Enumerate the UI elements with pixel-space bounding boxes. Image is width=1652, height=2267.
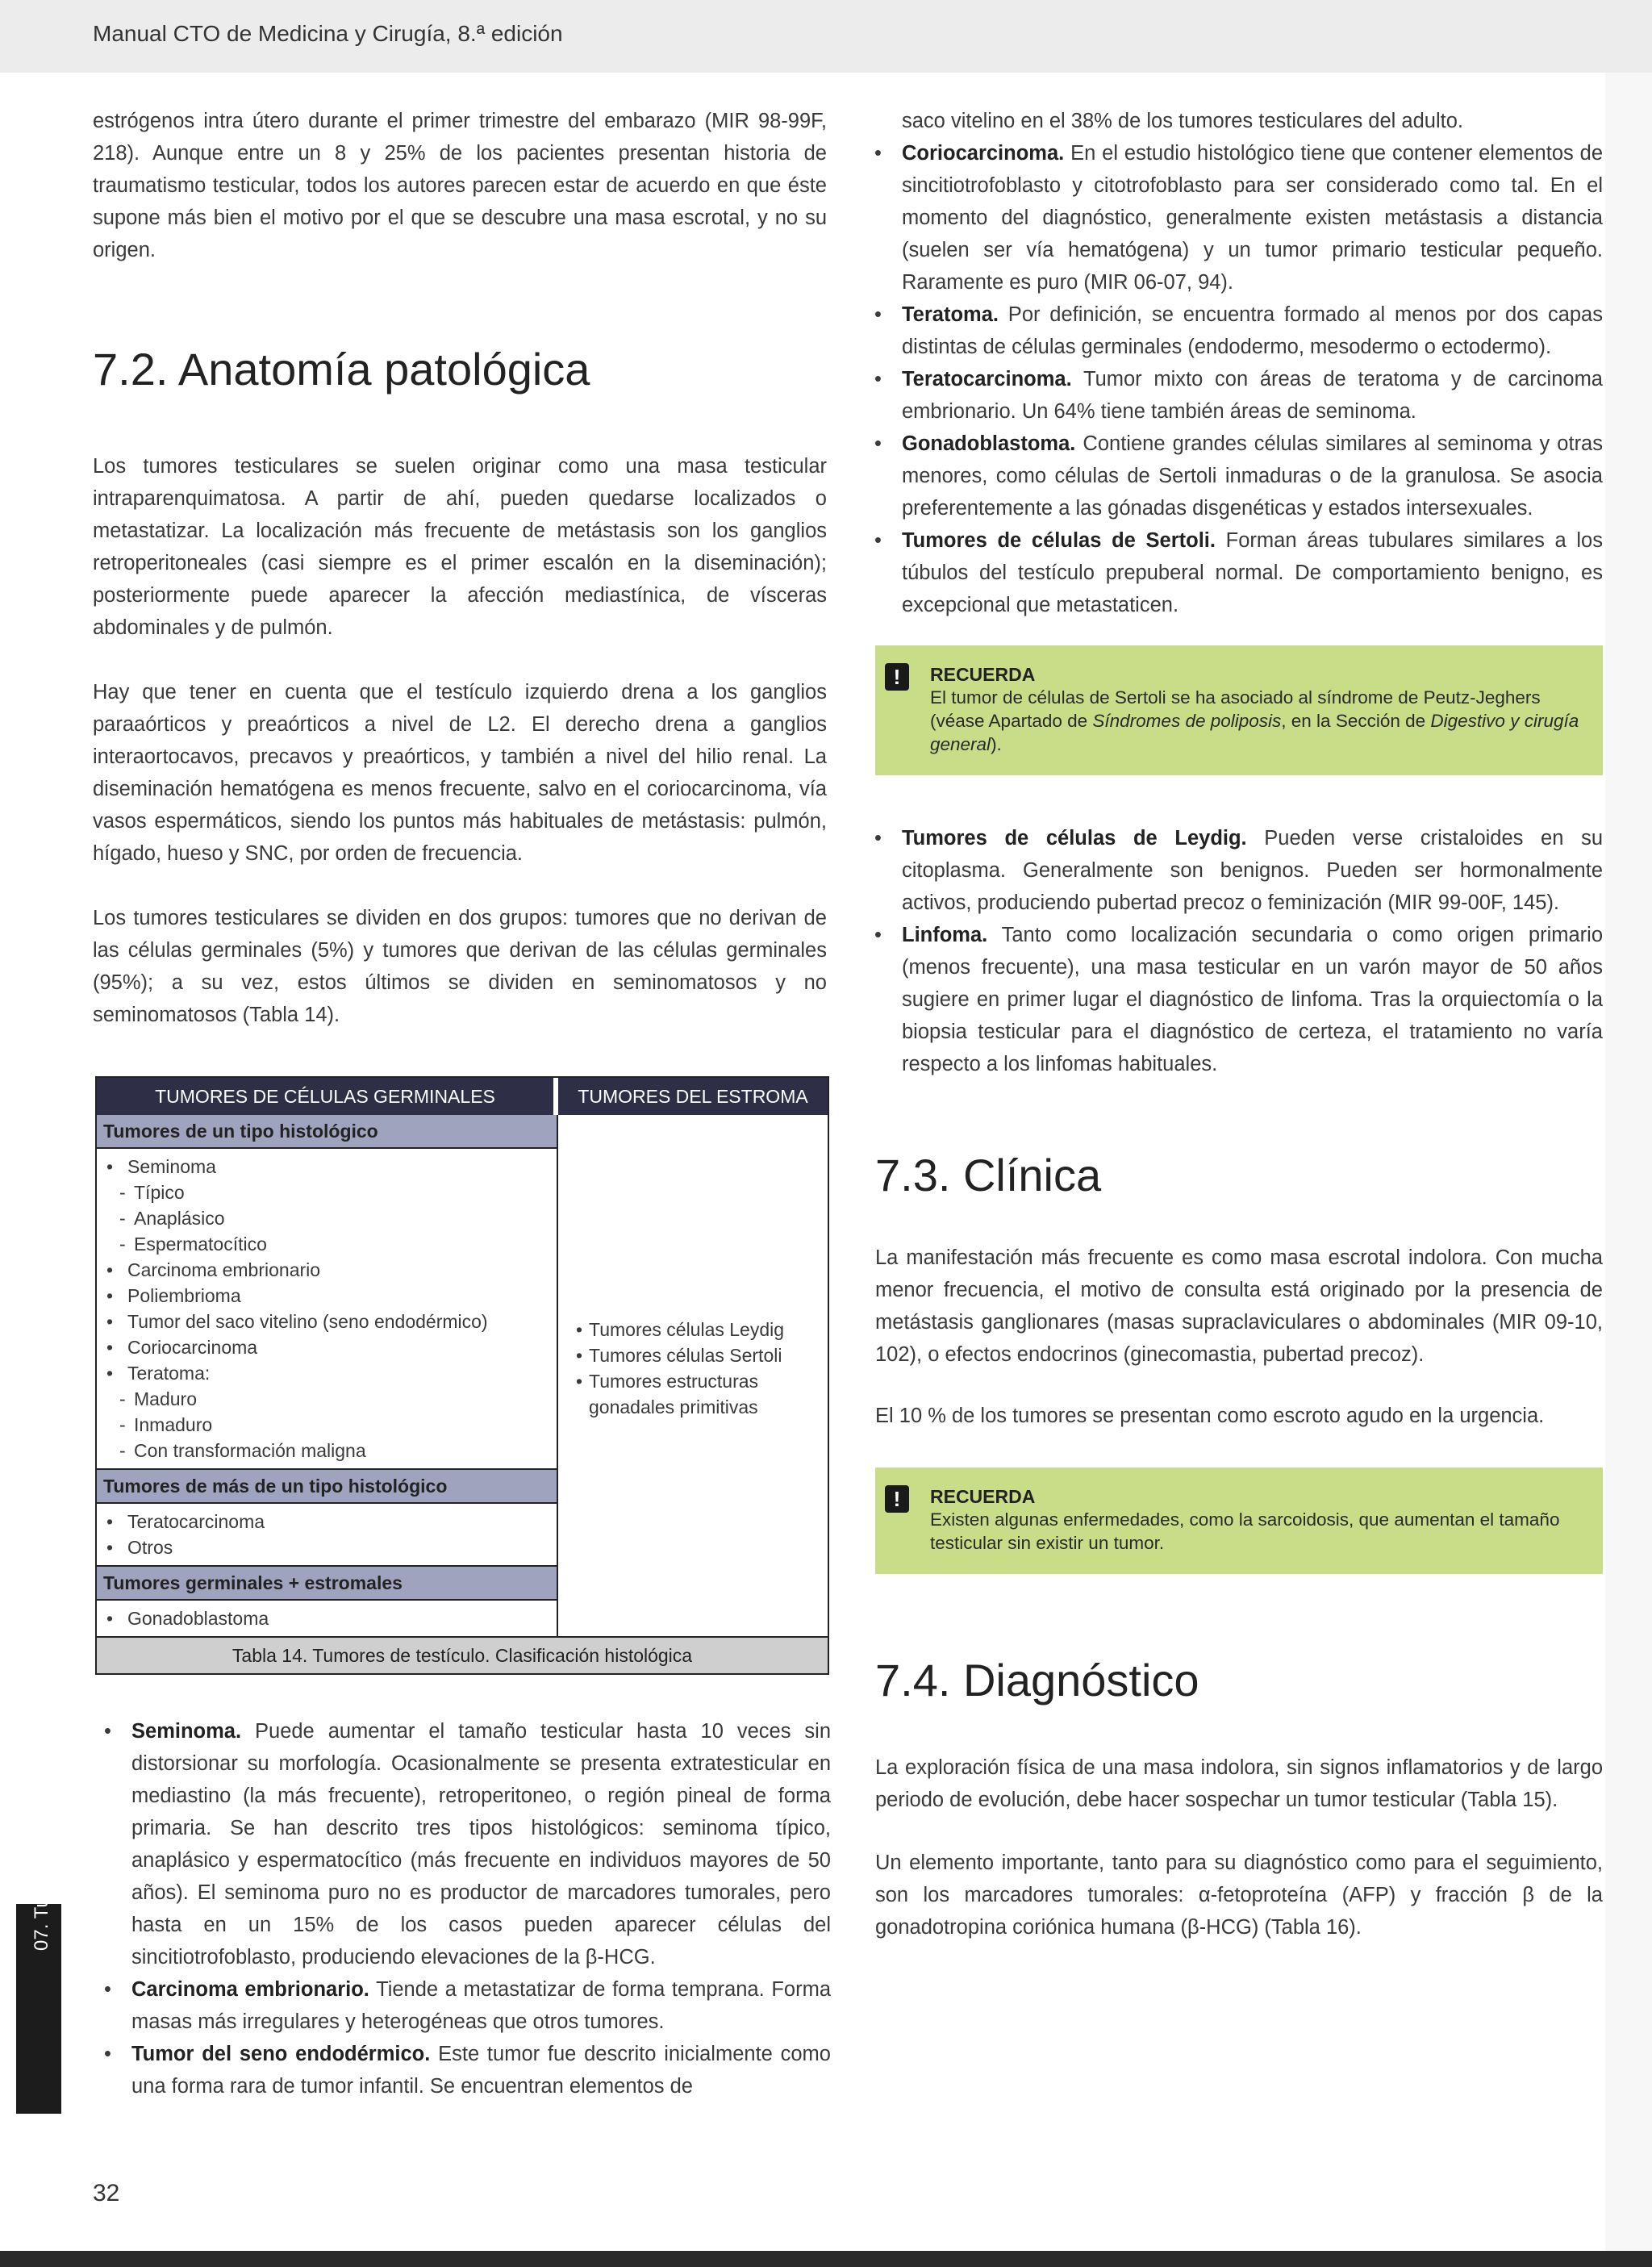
table-group-1: Tumores de un tipo histológico — [97, 1115, 557, 1149]
continuation-paragraph: saco vitelino en el 38% de los tumores testiculares del adulto. — [902, 110, 1463, 132]
table-header-germinal: TUMORES DE CÉLULAS GERMINALES — [97, 1078, 558, 1115]
paragraph-clinica-2: El 10 % de los tumores se presentan como escroto agudo en la urgencia. — [875, 1405, 1545, 1427]
table-header-stroma: TUMORES DEL ESTROMA — [558, 1078, 828, 1115]
table-caption: Tabla 14. Tumores de testículo. Clasificación histológica — [97, 1636, 828, 1673]
table-stroma-item: • Tumores células Sertoli — [574, 1342, 816, 1368]
section-heading-7-2: 7.2. Anatomía patológica — [93, 344, 590, 395]
table-item: • Gonadoblastoma — [103, 1605, 557, 1631]
chapter-tab-label: 07. Tumores testiculares — [31, 1739, 52, 1951]
table-subitem: - Típico — [103, 1179, 557, 1205]
table-subitem: - Espermatocítico — [103, 1231, 557, 1257]
right-column — [875, 105, 1603, 1943]
paragraph-diagnostico-2: Un elemento importante, tanto para su diagnóstico como para el seguimiento, son los marcadores tumorales: α-fetoproteína (AFP) y fracción β de la gonadotropina coriónica humana (β-HCG) (Tabla 16). — [875, 1852, 1603, 1939]
paragraph-1: Los tumores testiculares se suelen originar como una masa testicular intraparenquimatosa. A partir de ahí, pueden quedarse localizados o metastatizar. La localización más frecuente de metástasis son los ganglios retroperitoneales (casi siempre es el primer escalón en la diseminación); posteriormente puede aparecer la afección mediastínica, de vísceras abdominales y de pulmón. — [93, 455, 827, 639]
table-item: • Tumor del saco vitelino (seno endodérmico) — [103, 1309, 557, 1334]
running-title: Manual CTO de Medicina y Cirugía, 8.ª edición — [93, 21, 563, 46]
table-group-3: Tumores germinales + estromales — [97, 1565, 557, 1601]
list-item-leydig: • Tumores de células de Leydig. Pueden verse cristaloides en su citoplasma. Generalmente son benignos. Pueden ser hormonalmente activos, produciendo pubertad precoz o feminización (MIR 99-00F, 145). — [871, 822, 1603, 919]
recuerda-box-1 — [875, 645, 1603, 775]
list-item-coriocarcinoma: • Coriocarcinoma. En el estudio histológico tiene que contener elementos de sincitiotrofoblasto y citotrofoblasto para ser considerado como tal. En el momento del diagnóstico, generalmente existen metástasis a distancia (suelen ser vía hematógena) y un tumor primario testicular pequeño. Raramente es puro (MIR 06-07, 94). — [871, 137, 1603, 299]
list-item-linfoma: • Linfoma. Tanto como localización secundaria o como origen primario (menos frecuente), una masa testicular en un varón mayor de 50 años sugiere en primer lugar el diagnóstico de linfoma. Tras la orquiectomía o la biopsia testicular para el diagnóstico de certeza, el tratamiento no varía respecto a los linfomas habituales. — [871, 919, 1603, 1080]
left-column — [93, 105, 827, 1031]
recuerda-title: RECUERDA — [930, 664, 1036, 685]
list-item-teratocarcinoma: • Teratocarcinoma. Tumor mixto con áreas de teratoma y de carcinoma embrionario. Un 64% tiene también áreas de seminoma. — [871, 363, 1603, 428]
recuerda-title: RECUERDA — [930, 1486, 1036, 1507]
table-germinal-column — [97, 1115, 558, 1636]
left-bullets — [101, 1715, 831, 2102]
page-number: 32 — [93, 2180, 120, 2206]
recuerda-text: Existen algunas enfermedades, como la sarcoidosis, que aumentan el tamaño testicular sin existir un tumor. — [930, 1509, 1560, 1553]
list-item-seminoma: • Seminoma. Puede aumentar el tamaño testicular hasta 10 veces sin distorsionar su morfología. Ocasionalmente se presenta extratesticular en mediastino (la más frecuente), retroperitoneo, o región pineal de forma primaria. Se han descrito tres tipos histológicos: seminoma típico, anaplásico y espermatocítico (más frecuente en individuos mayores de 50 años). El seminoma puro no es productor de marcadores tumorales, pero hasta en un 15% de los casos pueden aparecer células del sincitiotrofoblasto, produciendo elevaciones de la β-HCG. — [101, 1715, 831, 1973]
exclamation-icon: ! — [885, 1485, 909, 1513]
list-item-teratoma: • Teratoma. Por definición, se encuentra formado al menos por dos capas distintas de células germinales (endodermo, mesodermo o ectodermo). — [871, 299, 1603, 363]
exclamation-icon: ! — [885, 663, 909, 691]
table-subitem: - Maduro — [103, 1386, 557, 1412]
table-stroma-item: • Tumores estructuras gonadales primitivas — [574, 1368, 816, 1420]
list-item-gonadoblastoma: • Gonadoblastoma. Contiene grandes células similares al seminoma y otras menores, como células de Sertoli inmaduras o de la granulosa. Se asocia preferentemente a las gónadas disgenéticas y estados intersexuales. — [871, 428, 1603, 524]
list-item-sertoli: • Tumores de células de Sertoli. Forman áreas tubulares similares a los túbulos del testículo prepuberal normal. De comportamiento benigno, es excepcional que metastaticen. — [871, 524, 1603, 621]
table-item: • Teratoma: — [103, 1360, 557, 1386]
table-subitem: - Con transformación maligna — [103, 1438, 557, 1463]
recuerda-box-2 — [875, 1467, 1603, 1574]
table-subitem: - Inmaduro — [103, 1412, 557, 1438]
table-item: • Poliembrioma — [103, 1283, 557, 1309]
table-item: • Coriocarcinoma — [103, 1334, 557, 1360]
list-item-tumor-seno-endodermico: • Tumor del seno endodérmico. Este tumor fue descrito inicialmente como una forma rara de tumor infantil. Se encuentran elementos de — [101, 2038, 831, 2102]
page-edge — [1605, 73, 1652, 2251]
paragraph-clinica-1: La manifestación más frecuente es como masa escrotal indolora. Con mucha menor frecuencia, el motivo de consulta está originado por la presencia de metástasis ganglionares (masas supraclaviculares o abdominales (MIR 09-10, 102), o efectos endocrinos (ginecomastia, pubertad precoz). — [875, 1246, 1603, 1366]
intro-paragraph: estrógenos intra útero durante el primer trimestre del embarazo (MIR 98-99F, 218). Aunque entre un 8 y 25% de los pacientes presentan historia de traumatismo testicular, todos los autores parecen estar de acuerdo en que éste supone más bien el motivo por el que se descubre una masa escrotal, y no su origen. — [93, 110, 827, 261]
recuerda-text: El tumor de células de Sertoli se ha asociado al síndrome de Peutz-Jeghers (véase Apartado de Síndromes de poliposis, en la Sección de Digestivo y cirugía general). — [930, 687, 1579, 754]
table-subitem: - Anaplásico — [103, 1205, 557, 1231]
section-heading-7-3: 7.3. Clínica — [875, 1150, 1102, 1200]
table-14 — [95, 1076, 829, 1675]
section-heading-7-4: 7.4. Diagnóstico — [875, 1655, 1199, 1705]
list-item-carcinoma-embrionario: • Carcinoma embrionario. Tiende a metastatizar de forma temprana. Forma masas más irregulares y heterogéneas que otros tumores. — [101, 1973, 831, 2038]
table-header — [97, 1078, 828, 1115]
paragraph-3: Los tumores testiculares se dividen en dos grupos: tumores que no derivan de las células germinales (5%) y tumores que derivan de las células germinales (95%); a su vez, estos últimos se dividen en seminomatosos y no seminomatosos (Tabla 14). — [93, 907, 827, 1026]
table-item: • Teratocarcinoma — [103, 1509, 557, 1534]
table-stroma-column — [558, 1115, 828, 1636]
table-item: • Otros — [103, 1534, 557, 1560]
bottom-bar — [0, 2251, 1652, 2267]
table-item: • Seminoma — [103, 1154, 557, 1179]
paragraph-2: Hay que tener en cuenta que el testículo izquierdo drena a los ganglios paraaórticos y preaórticos a nivel de L2. El derecho drena a ganglios interaortocavos, precavos y preaórticos, y también a nivel del hilio renal. La diseminación hematógena es menos frecuente, salvo en el coriocarcinoma, vía vasos espermáticos, siendo los puntos más habituales de metástasis: pulmón, hígado, hueso y SNC, por orden de frecuencia. — [93, 681, 827, 865]
table-stroma-item: • Tumores células Leydig — [574, 1317, 816, 1342]
paragraph-diagnostico-1: La exploración física de una masa indolora, sin signos inflamatorios y de largo periodo de evolución, debe hacer sospechar un tumor testicular (Tabla 15). — [875, 1756, 1603, 1811]
table-item: • Carcinoma embrionario — [103, 1257, 557, 1283]
table-group-2: Tumores de más de un tipo histológico — [97, 1468, 557, 1504]
